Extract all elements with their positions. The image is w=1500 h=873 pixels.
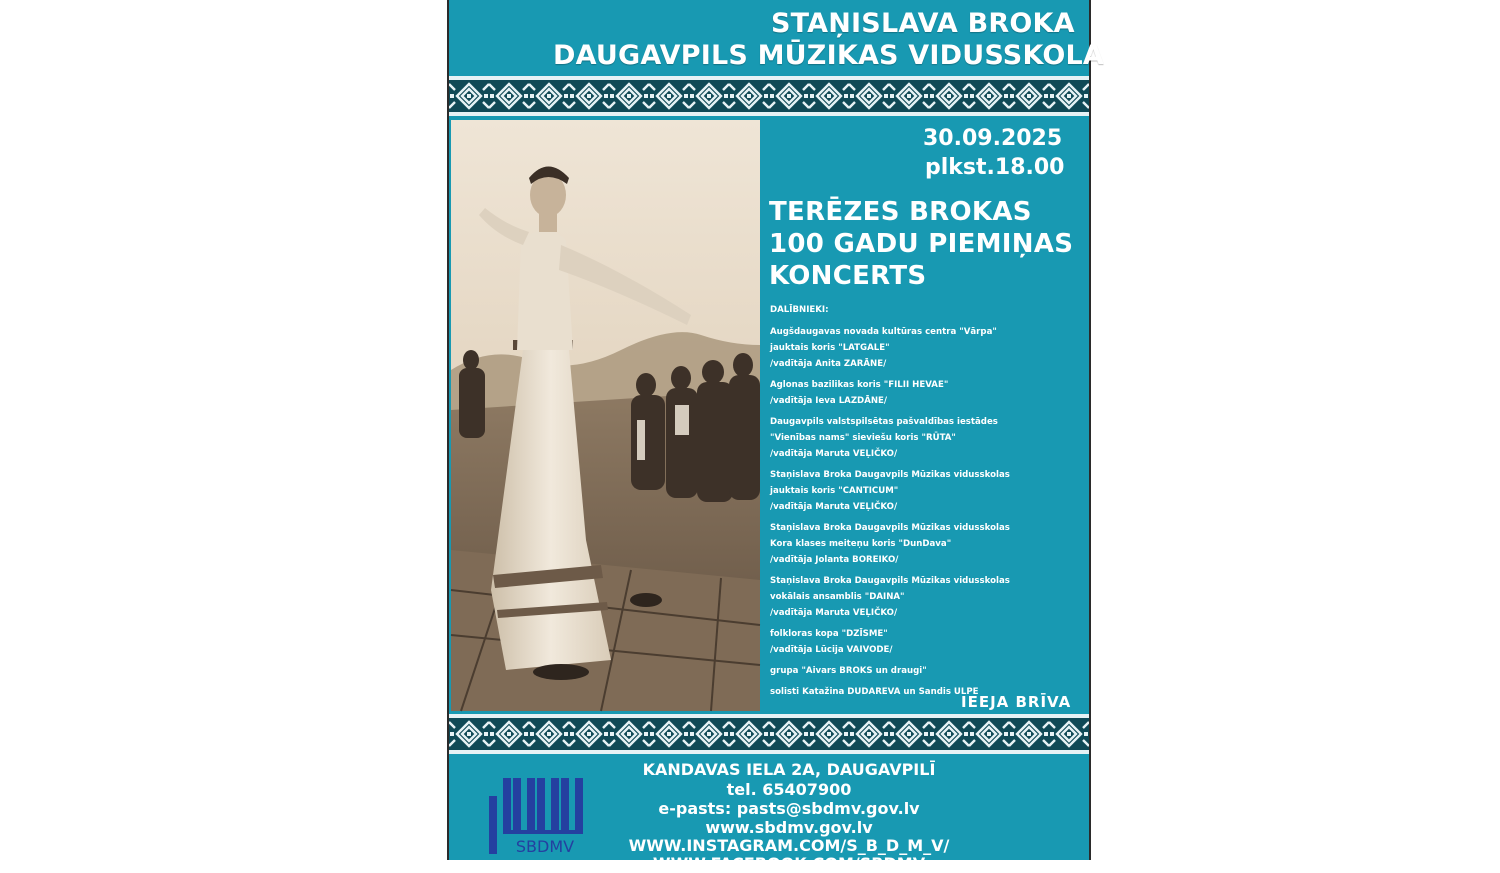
participant-line: /vadītāja Jolanta BOREIKO/ xyxy=(770,555,899,565)
participant-line: solisti Katažina DUDAREVA un Sandis ULPE xyxy=(770,687,979,697)
venue-address: KANDAVAS IELA 2A, DAUGAVPILĪ xyxy=(642,760,936,779)
event-date: 30.09.2025 xyxy=(923,126,1063,151)
participant-line: Aglonas bazilikas koris "FILII HEVAE" xyxy=(770,380,949,390)
participant-line: /vadītāja Maruta VEĻIČKO/ xyxy=(770,608,898,618)
participant-group xyxy=(770,520,1085,568)
school-name-line-2: DAUGAVPILS MŪZIKAS VIDUSSKOLA xyxy=(553,40,1105,71)
website-link[interactable]: www.sbdmv.gov.lv xyxy=(705,818,873,837)
participant-line: Staņislava Broka Daugavpils Mūzikas vidusskolas xyxy=(770,576,1010,586)
ornament-band-bottom xyxy=(449,714,1089,754)
latvian-ornament-icon xyxy=(449,714,1089,754)
logo-text: SBDMV xyxy=(515,837,575,856)
participant-group xyxy=(770,324,1085,372)
participant-line: /vadītāja Anita ZARĀNE/ xyxy=(770,359,887,369)
participant-line: "Vienības nams" sieviešu koris "RŪTA" xyxy=(770,433,956,443)
participant-group xyxy=(770,467,1085,515)
participant-group xyxy=(770,573,1085,621)
participant-line: /vadītāja Maruta VEĻIČKO/ xyxy=(770,449,898,459)
conductor-photo-icon xyxy=(451,120,760,711)
participant-line: /vadītāja Maruta VEĻIČKO/ xyxy=(770,502,898,512)
participant-line: Staņislava Broka Daugavpils Mūzikas vidusskolas xyxy=(770,523,1010,533)
free-entry-label: IEEJA BRĪVA xyxy=(961,693,1072,711)
school-name-line-1: STAŅISLAVA BROKA xyxy=(771,8,1075,39)
participant-line: vokālais ansamblis "DAINA" xyxy=(770,592,905,602)
participant-line: Augšdaugavas novada kultūras centra "Vārpa" xyxy=(770,327,997,337)
participant-line: Kora klases meiteņu koris "DunDava" xyxy=(770,539,952,549)
participant-group xyxy=(770,663,1085,679)
concert-title-line-3: KONCERTS xyxy=(769,261,927,291)
participant-group xyxy=(770,626,1085,658)
concert-title-line-2: 100 GADU PIEMIŅAS xyxy=(769,229,1074,259)
email-address[interactable]: e-pasts: pasts@sbdmv.gov.lv xyxy=(658,799,920,818)
participants-label: DALĪBNIEKI: xyxy=(770,305,829,315)
participant-line: grupa "Aivars BROKS un draugi" xyxy=(770,666,927,676)
participant-line: Staņislava Broka Daugavpils Mūzikas vidusskolas xyxy=(770,470,1010,480)
latvian-ornament-icon xyxy=(449,76,1089,116)
phone-number: tel. 65407900 xyxy=(726,780,852,799)
concert-poster xyxy=(447,0,1105,873)
participant-line: jauktais koris "CANTICUM" xyxy=(770,486,899,496)
facebook-link[interactable]: WWW.FACEBOOK.COM/SBDMV xyxy=(652,854,926,873)
participant-group xyxy=(770,377,1085,409)
participants-list xyxy=(770,305,1085,705)
participant-line: jauktais koris "LATGALE" xyxy=(770,343,890,353)
ornament-band-top xyxy=(449,76,1089,116)
participant-line: Daugavpils valstspilsētas pašvaldības iestādes xyxy=(770,417,998,427)
participant-line: /vadītāja Ieva LAZDĀNE/ xyxy=(770,396,888,406)
instagram-link[interactable]: WWW.INSTAGRAM.COM/S_B_D_M_V/ xyxy=(628,836,950,855)
historic-photo-conductor xyxy=(451,120,760,711)
participant-line: folkloras kopa "DZĪSME" xyxy=(770,629,888,639)
concert-title-line-1: TERĒZES BROKAS xyxy=(769,197,1032,227)
participant-line: /vadītāja Lūcija VAIVODE/ xyxy=(770,645,893,655)
event-time: plkst.18.00 xyxy=(925,155,1065,180)
participant-group xyxy=(770,414,1085,462)
